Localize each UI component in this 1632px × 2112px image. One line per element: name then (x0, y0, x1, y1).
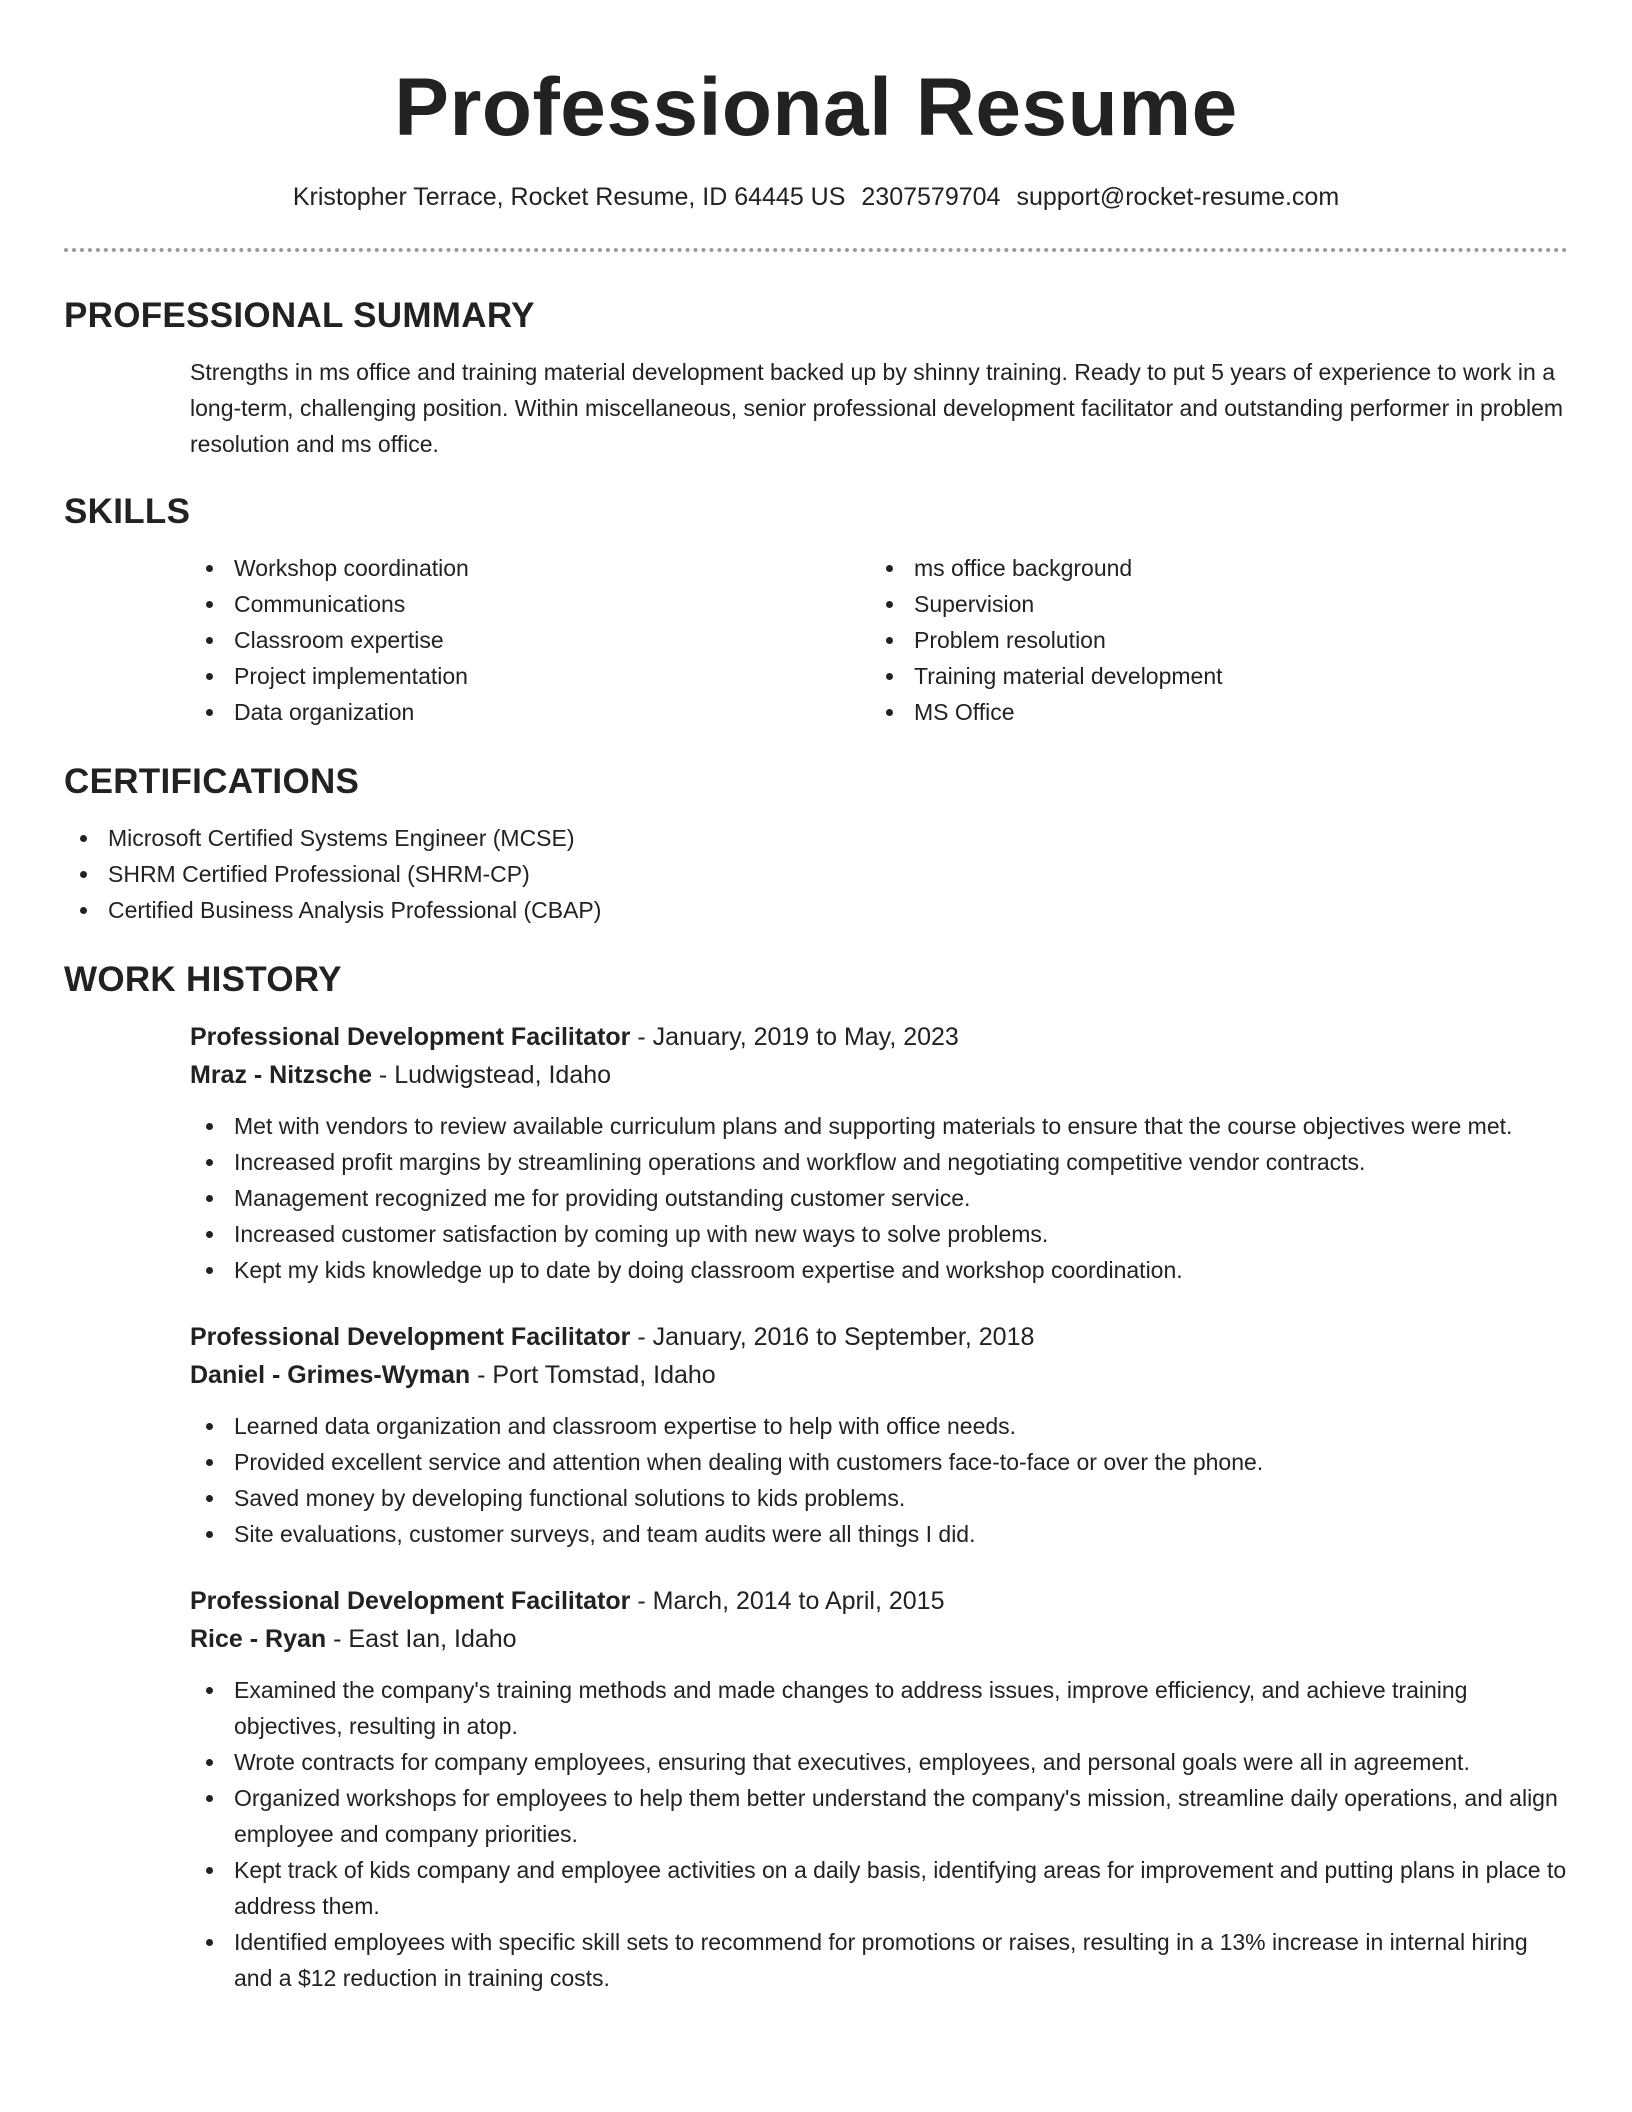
job-dates: - January, 2019 to May, 2023 (630, 1023, 959, 1051)
list-item: Microsoft Certified Systems Engineer (MCSE) (64, 820, 1568, 856)
job-title-line (190, 1582, 1568, 1620)
skills-grid (190, 550, 1568, 730)
list-item: Organized workshops for employees to help them better understand the company's mission, streamline daily operations, and align employee and company priorities. (190, 1780, 1568, 1852)
contact-line (64, 180, 1568, 214)
certifications-heading: CERTIFICATIONS (64, 762, 360, 801)
list-item: ms office background (870, 550, 1550, 586)
job-title-line (190, 1318, 1568, 1356)
list-item: Training material development (870, 658, 1550, 694)
skills-list-left (190, 550, 870, 730)
list-item: Kept track of kids company and employee activities on a daily basis, identifying areas for improvement and putting plans in place to address them. (190, 1852, 1568, 1924)
list-item: Increased customer satisfaction by coming up with new ways to solve problems. (190, 1216, 1568, 1252)
list-item: Certified Business Analysis Professional (CBAP) (64, 892, 1568, 928)
list-item: Identified employees with specific skill sets to recommend for promotions or raises, resulting in a 13% increase in internal hiring and a $12 reduction in training costs. (190, 1924, 1568, 1996)
contact-phone: 2307579704 (861, 183, 1001, 211)
list-item: SHRM Certified Professional (SHRM-CP) (64, 856, 1568, 892)
job-company-line (190, 1356, 1568, 1394)
list-item: Project implementation (190, 658, 870, 694)
list-item: Problem resolution (870, 622, 1550, 658)
summary-section (64, 294, 1568, 462)
job-entry (190, 1582, 1568, 1996)
summary-heading: PROFESSIONAL SUMMARY (64, 296, 535, 335)
job-title: Professional Development Facilitator (190, 1587, 631, 1615)
list-item: Data organization (190, 694, 870, 730)
list-item: Saved money by developing functional solutions to kids problems. (190, 1480, 1568, 1516)
job-location: - East Ian, Idaho (326, 1625, 517, 1653)
job-company: Daniel - Grimes-Wyman (190, 1361, 471, 1389)
list-item: Classroom expertise (190, 622, 870, 658)
list-item: Communications (190, 586, 870, 622)
job-title: Professional Development Facilitator (190, 1323, 631, 1351)
contact-address: Kristopher Terrace, Rocket Resume, ID 64445 US (292, 183, 846, 211)
certifications-list (64, 820, 1568, 928)
list-item: Supervision (870, 586, 1550, 622)
list-item: MS Office (870, 694, 1550, 730)
resume-page (64, 0, 1568, 1996)
job-company: Mraz - Nitzsche (190, 1061, 372, 1089)
list-item: Learned data organization and classroom expertise to help with office needs. (190, 1408, 1568, 1444)
list-item: Examined the company's training methods and made changes to address issues, improve efficiency, and achieve training objectives, resulting in atop. (190, 1672, 1568, 1744)
job-company-line (190, 1056, 1568, 1094)
skills-heading: SKILLS (64, 492, 191, 531)
job-entry (190, 1318, 1568, 1552)
job-title-line (190, 1018, 1568, 1056)
list-item: Met with vendors to review available curriculum plans and supporting materials to ensure that the course objectives were met. (190, 1108, 1568, 1144)
list-item: Wrote contracts for company employees, ensuring that executives, employees, and personal goals were all in agreement. (190, 1744, 1568, 1780)
job-entry (190, 1018, 1568, 1288)
list-item: Workshop coordination (190, 550, 870, 586)
list-item: Management recognized me for providing outstanding customer service. (190, 1180, 1568, 1216)
job-dates: - March, 2014 to April, 2015 (630, 1587, 945, 1615)
job-bullets (190, 1408, 1568, 1552)
job-dates: - January, 2016 to September, 2018 (630, 1323, 1035, 1351)
job-bullets (190, 1108, 1568, 1288)
work-history-section (64, 958, 1568, 1996)
summary-text: Strengths in ms office and training material development backed up by shinny training. Ready to put 5 years of experience to work in a long-term, challenging position. Within miscellaneous, senior professional development facilitator and outstanding performer in problem resolution and ms office. (190, 359, 1564, 457)
job-location: - Ludwigstead, Idaho (371, 1061, 612, 1089)
job-title: Professional Development Facilitator (190, 1023, 631, 1051)
list-item: Provided excellent service and attention when dealing with customers face-to-face or over the phone. (190, 1444, 1568, 1480)
skills-list-right (870, 550, 1550, 730)
job-company: Rice - Ryan (190, 1625, 327, 1653)
contact-email: support@rocket-resume.com (1016, 183, 1340, 211)
job-company-line (190, 1620, 1568, 1658)
job-bullets (190, 1672, 1568, 1996)
work-history-heading: WORK HISTORY (64, 960, 342, 999)
list-item: Kept my kids knowledge up to date by doing classroom expertise and workshop coordination. (190, 1252, 1568, 1288)
list-item: Increased profit margins by streamlining operations and workflow and negotiating competitive vendor contracts. (190, 1144, 1568, 1180)
certifications-section (64, 760, 1568, 928)
job-location: - Port Tomstad, Idaho (470, 1361, 716, 1389)
header-divider (64, 248, 1568, 252)
skills-section (64, 490, 1568, 730)
page-title: Professional Resume (394, 62, 1238, 153)
list-item: Site evaluations, customer surveys, and team audits were all things I did. (190, 1516, 1568, 1552)
